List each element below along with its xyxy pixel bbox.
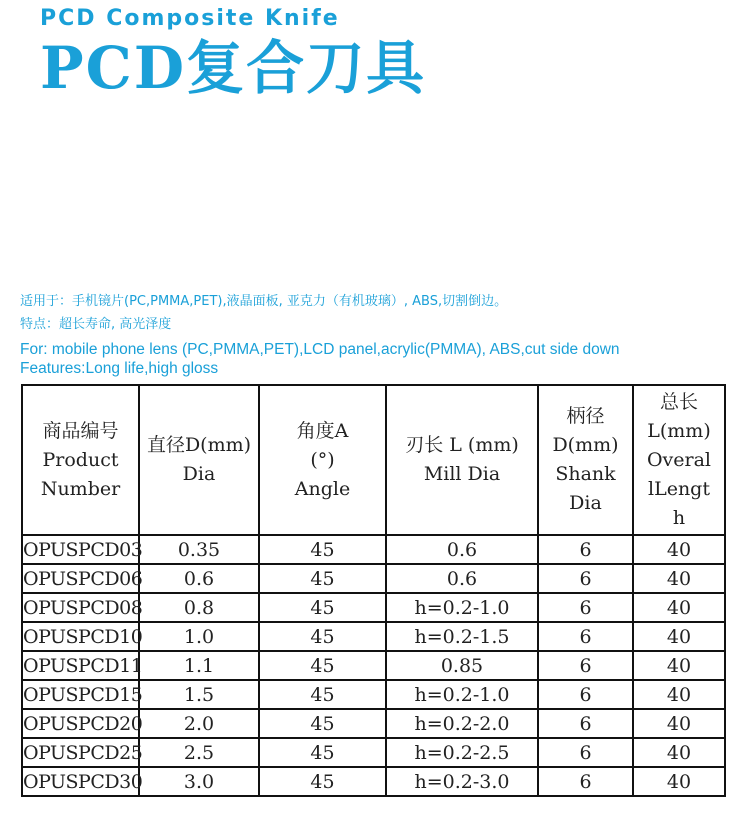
header-line: (°) (310, 448, 335, 471)
header-line: lLengt (648, 477, 710, 500)
header-line: Overal (646, 448, 712, 471)
cell-shank-dia: 6 (538, 680, 633, 709)
cell-overall-length: 40 (633, 622, 725, 651)
cell-mill-length: h=0.2-3.0 (386, 767, 538, 796)
cell-overall-length: 40 (633, 738, 725, 767)
header-mill-length (386, 385, 538, 535)
cell-product-number: OPUSPCD03 (22, 535, 139, 564)
cell-angle: 45 (259, 767, 386, 796)
product-spec-table (21, 384, 726, 797)
cell-angle: 45 (259, 622, 386, 651)
table-row (22, 535, 725, 564)
cell-overall-length: 40 (633, 709, 725, 738)
table-row (22, 622, 725, 651)
cell-overall-length: 40 (633, 767, 725, 796)
title-english: PCD Composite Knife (40, 6, 340, 31)
cell-overall-length: 40 (633, 680, 725, 709)
header-line: 刃长 L (mm) (405, 434, 519, 456)
cell-mill-length: h=0.2-2.5 (386, 738, 538, 767)
header-line: Dia (182, 463, 216, 485)
cell-diameter: 3.0 (139, 767, 259, 796)
header-line: 总长 (659, 390, 698, 413)
table-row (22, 709, 725, 738)
cell-shank-dia: 6 (538, 622, 633, 651)
table-row (22, 767, 725, 796)
header-line: Number (40, 477, 121, 500)
header-line: Product (42, 448, 119, 471)
header-line: Shank (555, 463, 616, 485)
header-line: Angle (294, 477, 351, 500)
table-row (22, 564, 725, 593)
description-cn-usage: 适用于：手机镜片(PC,PMMA,PET),液晶面板, 亚克力（有机玻璃）, ABS,切割倒边。 (20, 294, 508, 309)
cell-product-number: OPUSPCD20 (22, 709, 139, 738)
cell-overall-length: 40 (633, 564, 725, 593)
cell-diameter: 1.0 (139, 622, 259, 651)
cell-shank-dia: 6 (538, 651, 633, 680)
cell-mill-length: 0.6 (386, 535, 538, 564)
cell-product-number: OPUSPCD08 (22, 593, 139, 622)
header-overall-length (633, 385, 725, 535)
cell-product-number: OPUSPCD11 (22, 651, 139, 680)
cell-diameter: 0.6 (139, 564, 259, 593)
cell-shank-dia: 6 (538, 593, 633, 622)
header-line: L(mm) (647, 419, 711, 442)
cell-product-number: OPUSPCD30 (22, 767, 139, 796)
cell-product-number: OPUSPCD06 (22, 564, 139, 593)
cell-overall-length: 40 (633, 651, 725, 680)
cell-overall-length: 40 (633, 535, 725, 564)
header-product-number (22, 385, 139, 535)
cell-shank-dia: 6 (538, 564, 633, 593)
header-diameter (139, 385, 259, 535)
cell-shank-dia: 6 (538, 767, 633, 796)
description-cn-features: 特点：超长寿命, 高光泽度 (20, 317, 172, 332)
cell-product-number: OPUSPCD15 (22, 680, 139, 709)
table-row (22, 651, 725, 680)
cell-product-number: OPUSPCD10 (22, 622, 139, 651)
table-row (22, 738, 725, 767)
header-line: 柄径 (566, 405, 605, 427)
cell-mill-length: h=0.2-1.0 (386, 593, 538, 622)
cell-shank-dia: 6 (538, 535, 633, 564)
header-line: 角度A (296, 419, 349, 442)
cell-diameter: 2.5 (139, 738, 259, 767)
table-row (22, 680, 725, 709)
cell-diameter: 1.1 (139, 651, 259, 680)
cell-angle: 45 (259, 593, 386, 622)
cell-shank-dia: 6 (538, 709, 633, 738)
cell-angle: 45 (259, 738, 386, 767)
cell-angle: 45 (259, 564, 386, 593)
header-line: Mill Dia (423, 463, 501, 485)
cell-diameter: 2.0 (139, 709, 259, 738)
cell-diameter: 1.5 (139, 680, 259, 709)
description-en-features: Features:Long life,high gloss (20, 360, 219, 377)
header-shank-dia (538, 385, 633, 535)
cell-shank-dia: 6 (538, 738, 633, 767)
cell-angle: 45 (259, 680, 386, 709)
cell-diameter: 0.8 (139, 593, 259, 622)
cell-angle: 45 (259, 709, 386, 738)
table-header-row (22, 385, 725, 535)
cell-mill-length: 0.6 (386, 564, 538, 593)
cell-mill-length: h=0.2-1.0 (386, 680, 538, 709)
header-angle (259, 385, 386, 535)
title-chinese: PCD复合刀具 (40, 34, 427, 102)
cell-angle: 45 (259, 535, 386, 564)
header-line: Dia (569, 492, 602, 514)
cell-product-number: OPUSPCD25 (22, 738, 139, 767)
description-en-usage: For: mobile phone lens (PC,PMMA,PET),LCD panel,acrylic(PMMA), ABS,cut side down (20, 341, 620, 358)
table-row (22, 593, 725, 622)
cell-mill-length: h=0.2-1.5 (386, 622, 538, 651)
cell-mill-length: 0.85 (386, 651, 538, 680)
cell-mill-length: h=0.2-2.0 (386, 709, 538, 738)
table-body (22, 535, 725, 796)
header-line: D(mm) (552, 434, 619, 456)
header-line: 直径D(mm) (146, 434, 252, 456)
header-line: h (672, 506, 686, 529)
cell-angle: 45 (259, 651, 386, 680)
cell-diameter: 0.35 (139, 535, 259, 564)
cell-overall-length: 40 (633, 593, 725, 622)
header-line: 商品编号 (42, 419, 119, 442)
